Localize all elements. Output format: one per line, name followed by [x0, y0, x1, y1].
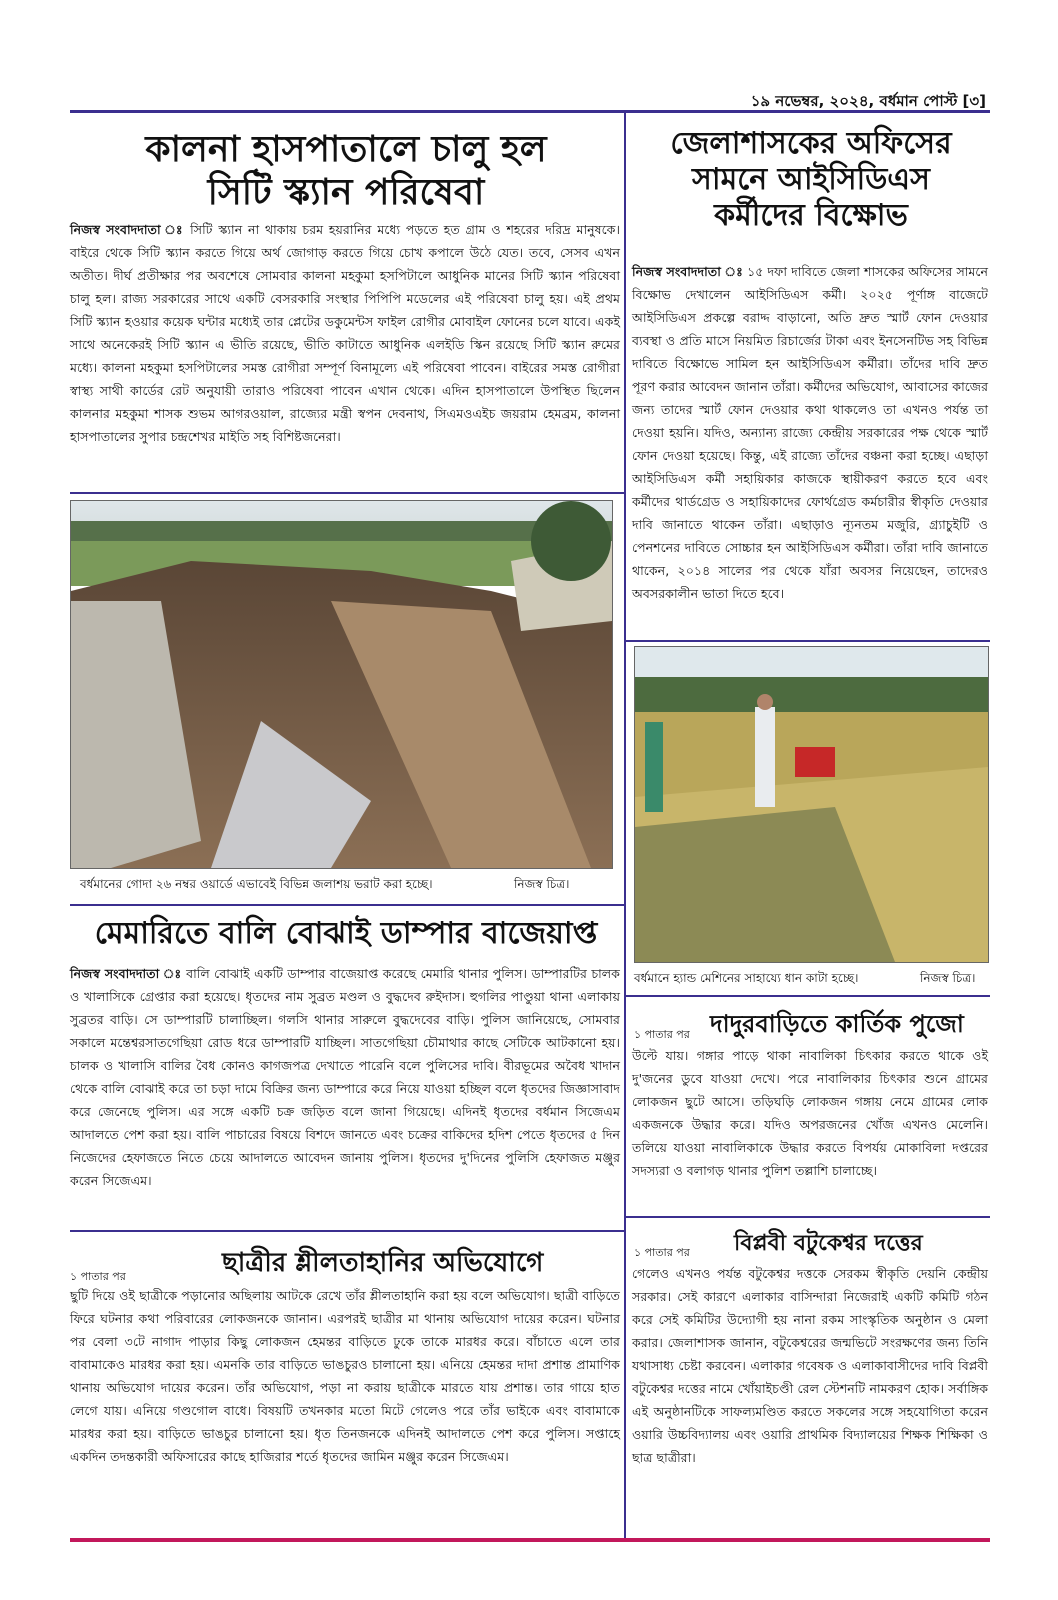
article4-headline-line3: কর্মীদের বিক্ষোভ	[714, 198, 908, 233]
article1-body-block	[70, 218, 620, 448]
article4-headline-line2: সামনে আইসিডিএস	[692, 162, 930, 197]
bottom-rule	[70, 1538, 990, 1542]
page-dateline: ১৯ নভেম্বর, ২০২৪, বর্ধমান পোস্ট [৩]	[750, 92, 986, 110]
article4-byline: নিজস্ব সংবাদদাতা ঃ	[632, 264, 743, 279]
landfill-image	[71, 501, 612, 868]
article6-body: গেলেও এখনও পর্যন্ত বটুকেশ্বর দত্তকে সেরকম স্বীকৃতি দেয়নি কেন্দ্রীয় সরকার। সেই কারণে এলাকার বাসিন্দারা নিজেরাই একটি কমিটি গঠন করে সেই কমিটির উদ্যোগী হয় নানা রকম সাংস্কৃতিক অনুষ্ঠান ও মেলা করার। জেলাশাসক জানান, বটুকেশ্বরের জন্মভিটে সংরক্ষণের জন্য তিনি যথাসাধ্য চেষ্টা করবেন। এলাকার গবেষক ও এলাকাবাসীদের দাবি বিপ্লবী বটুকেশ্বর দত্তের নামে খোঁয়াইচণ্ডী রেল স্টেশনটি নামকরণ হোক। সর্বাঙ্গিক এই অনুষ্ঠানটিকে সাফল্যমণ্ডিত করতে সকলের সঙ্গে সহযোগিতা করেন ওয়ারি উচ্চবিদ্যালয় এবং ওয়ারি প্রাথমিক বিদ্যালয়ের শিক্ষক শিক্ষিকা ও ছাত্র ছাত্রীরা।	[632, 1266, 988, 1465]
divider	[626, 995, 990, 997]
photo-land-filling	[70, 500, 613, 869]
article5-continued: ১ পাতার পর	[634, 1028, 690, 1041]
paddy-harvest-image	[635, 647, 988, 962]
photo2-credit: নিজস্ব চিত্র।	[920, 971, 976, 985]
divider	[70, 492, 624, 494]
article2-body-block	[70, 962, 620, 1192]
photo1-credit: নিজস্ব চিত্র।	[514, 877, 570, 891]
article3-continued: ১ পাতার পর	[70, 1270, 126, 1283]
article2-body: বালি বোঝাই একটি ডাম্পার বাজেয়াপ্ত করেছে মেমারি থানার পুলিস। ডাম্পারটির চালক ও খালাসিকে গ্রেপ্তার করা হয়েছে। ধৃতদের নাম সুব্রত মণ্ডল ও বুদ্ধদেব রুইদাস। হুগলির পাণ্ডুয়া থানা এলাকায় সুব্রতর বাড়ি। সে ডাম্পারটি চালাচ্ছিল। গলসি থানার সারুলে বুদ্ধদেবের বাড়ি। পুলিস জানিয়েছে, সোমবার সকালে মন্তেশ্বরসাতগেছিয়া রোড ধরে ডাম্পারটি যাচ্ছিল। সাতগেছিয়া চৌমাথার কাছে সেটিকে আটকানো হয়। চালক ও খালাসি বালির বৈধ কোনও কাগজপত্র দেখাতে পারেনি বলে পুলিসের দাবি। বীরভূমের অবৈধ খাদান থেকে বালি বোঝাই করে তা চড়া দামে বিক্রির জন্য ডাম্পারে করে নিয়ে যাওয়া হচ্ছিল বলে ধৃতদের জিজ্ঞাসাবাদ করে জেনেছে পুলিস। এর সঙ্গে একটি চক্র জড়িত বলে জানা গিয়েছে। এদিনই ধৃতদের বর্ধমান সিজেএম আদালতে পেশ করা হয়। বালি পাচারের বিষয়ে বিশদে জানতে এবং চক্রের বাকিদের হদিশ পেতে ধৃতদের ৫ দিন নিজেদের হেফাজতে নিতে চেয়ে আদালতে আবেদন জানায় পুলিস। ধৃতদের দু'দিনের পুলিসি হেফাজত মঞ্জুর করেন সিজেএম।	[70, 966, 620, 1188]
article4-body: ১৫ দফা দাবিতে জেলা শাসকের অফিসের সামনে বিক্ষোভ দেখালেন আইসিডিএস কর্মী। ২০২৫ পূর্ণাঙ্গ বাজেটে আইসিডিএস প্রকল্পে বরাদ্দ বাড়ানো, অতি দ্রুত স্মার্ট ফোন দেওয়ার ব্যবস্থা ও প্রতি মাসে নিয়মিত রিচার্জের টাকা এবং ইনসেনটিভ সহ বিভিন্ন দাবিতে বিক্ষোভে সামিল হন আইসিডিএস কর্মীরা। তাঁদের দাবি দ্রুত পূরণ করার আবেদন জানান তাঁরা। কর্মীদের অভিযোগ, আবাসের কাজের জন্য তাদের স্মার্ট ফোন দেওয়ার কথা থাকলেও তা এখনও পর্যন্ত তা দেওয়া হয়নি। যদিও, অন্যান্য রাজ্যে কেন্দ্রীয় সরকারের পক্ষ থেকে স্মার্ট ফোন দেওয়া হয়েছে। কিন্তু, এই রাজ্যে তাঁদের বঞ্চনা করা হচ্ছে। এছাড়া আইসিডিএস কর্মী সহায়িকার কাজকে স্থায়ীকরণ করতে হবে এবং কর্মীদের থার্ডগ্রেড ও সহায়িকাদের ফোর্থগ্রেড কর্মচারীর স্বীকৃতি দেওয়ার দাবি জানাতে থাকেন তাঁরা। এছাড়াও ন্যূনতম মজুরি, গ্র্যাচুইটি ও পেনশনের দাবিতে সোচ্চার হন আইসিডিএস কর্মীরা। তাঁরা দাবি জানাতে থাকেন, ২০১৪ সালের পর থেকে যাঁরা অবসর নিয়েছেন, তাদেরও অবসরকালীন ভাতা দিতে হবে।	[632, 264, 988, 601]
article4-body-block	[632, 260, 988, 605]
article3-body: ছুটি দিয়ে ওই ছাত্রীকে পড়ানোর অছিলায় আটকে রেখে তাঁর শ্লীলতাহানি করা হয় বলে অভিযোগ। ছাত্রী বাড়িতে ফিরে ঘটনার কথা পরিবারের লোকজনকে জানান। এরপরই ছাত্রীর মা থানায় অভিযোগ দায়ের করেন। ঘটনার পর বেলা ৩টে নাগাদ পাড়ার কিছু লোকজন হেমন্তর বাড়িতে ঢুকে তাকে মারধর করে। বাঁচাতে এলে তার বাবামাকেও মারধর করা হয়। এমনকি তার বাড়িতে ভাঙচুরও চালানো হয়। এনিয়ে হেমন্তর দাদা প্রশান্ত প্রামাণিক থানায় অভিযোগ দায়ের করেন। তাঁর অভিযোগ, পড়া না করায় ছাত্রীকে মারতে যায় প্রশান্ত। তার গায়ে হাত লেগে যায়। এনিয়ে গণ্ডগোল বাধে। বিষয়টি তখনকার মতো মিটে গেলেও পরে তাঁর ভাইকে এবং বাবামাকে মারধর করা হয়। বাড়িতে ভাঙচুর চালানো হয়। ধৃত তিনজনকে এদিনই আদালতে পেশ করে পুলিস। সপ্তাহে একদিন তদন্তকারী অফিসারের কাছে হাজিরার শর্তে ধৃতদের জামিন মঞ্জুর করেন সিজেএম।	[70, 1288, 620, 1464]
article2-headline: মেমারিতে বালি বোঝাই ডাম্পার বাজেয়াপ্ত	[94, 916, 598, 951]
article6-headline: বিপ্লবী বটুকেশ্বর দত্তের	[734, 1231, 923, 1256]
article1-headline-line1: কালনা হাসপাতালে চালু হল	[145, 129, 547, 170]
top-rule	[70, 110, 990, 113]
photo2-caption: বর্ধমানে হ্যান্ড মেশিনের সাহায্যে ধান কাটা হচ্ছে।	[634, 971, 859, 985]
article6-continued: ১ পাতার পর	[634, 1246, 690, 1259]
divider	[626, 640, 990, 642]
article4-headline-line1: জেলাশাসকের অফিসের	[670, 126, 952, 161]
photo-paddy-harvest	[634, 646, 989, 963]
article5-body: উল্টে যায়। গঙ্গার পাড়ে থাকা নাবালিকা চিৎকার করতে থাকে ওই দু'জনের ডুবে যাওয়া দেখে। পরে নাবালিকার চিৎকার শুনে গ্রামের লোকজন ছুটে আসে। তড়িঘড়ি লোকজন গঙ্গায় নেমে গ্রামের লোক একজনকে উদ্ধার করে। যদিও অপরজনের খোঁজ এখনও মেলেনি। তলিয়ে যাওয়া নাবালিকাকে উদ্ধার করতে বিপর্যয় মোকাবিলা দপ্তরের সদস্যরা ও বলাগড় থানার পুলিশ তল্লাশি চালাচ্ছে।	[632, 1048, 989, 1178]
article1-headline	[70, 128, 622, 214]
article1-byline: নিজস্ব সংবাদদাতা ঃ	[70, 222, 185, 237]
photo1-caption: বর্ধমানের গোদা ২৬ নম্বর ওয়ার্ডে এভাবেই বিভিন্ন জলাশয় ভরাট করা হচ্ছে।	[80, 877, 433, 891]
article1-headline-line2: সিটি স্ক্যান পরিষেবা	[207, 172, 485, 214]
article1-body: সিটি স্ক্যান না থাকায় চরম হয়রানির মধ্যে পড়তে হত গ্রাম ও শহরের দরিদ্র মানুষকে। বাইরে থেকে সিটি স্ক্যান করতে গিয়ে অর্থ জোগাড় করতে গিয়ে চোখ কপালে উঠে যেত। তবে, সেসব এখন অতীত। দীর্ঘ প্রতীক্ষার পর অবশেষে সোমবার কালনা মহকুমা হসপিটালে আধুনিক মানের সিটি স্ক্যান পরিষেবা চালু হল। রাজ্য সরকারের সাথে একটি বেসরকারি সংস্থার পিপিপি মডেলের এই পরিষেবা চালু হয়। এই প্রথম সিটি স্ক্যান হওয়ার কয়েক ঘন্টার মধ্যেই তার প্লেটের ডকুমেন্টস ফাইল রোগীর মোবাইল ফোনের চলে যাবে। একই সাথে অনেকেরই সিটি স্ক্যান এ ভীতি রয়েছে, ভীতি কাটাতে আধুনিক এলইডি স্কিন রয়েছে সিটি স্ক্যান রুমের মধ্যে। কালনা মহকুমা হসপিটালের সমস্ত রোগীরা সম্পূর্ণ বিনামূল্যে এই পরিষেবা পাবেন। বাইরের সমস্ত রোগীরা স্বাস্থ্য সাথী কার্ডের রেট অনুযায়ী তারাও পরিষেবা পাবেন এখান থেকে। এদিন হাসপাতালে উপস্থিত ছিলেন কালনার মহকুমা শাসক শুভম আগরওয়াল, রাজ্যের মন্ত্রী স্বপন দেবনাথ, সিএমওএইচ জয়রাম হেমব্রম, কালনা হাসপাতালের সুপার চন্দ্রশেখর মাইতি সহ বিশিষ্টজনেরা।	[70, 222, 620, 444]
article5-headline: দাদুরবাড়িতে কার্তিক পুজো	[710, 1010, 964, 1038]
divider	[626, 1216, 990, 1218]
article2-byline: নিজস্ব সংবাদদাতা ঃ	[70, 966, 182, 981]
article3-headline: ছাত্রীর শ্লীলতাহানির অভিযোগে	[222, 1248, 544, 1278]
divider	[70, 904, 624, 906]
divider	[70, 1230, 624, 1232]
column-divider	[624, 113, 626, 1538]
article4-headline	[632, 126, 990, 234]
